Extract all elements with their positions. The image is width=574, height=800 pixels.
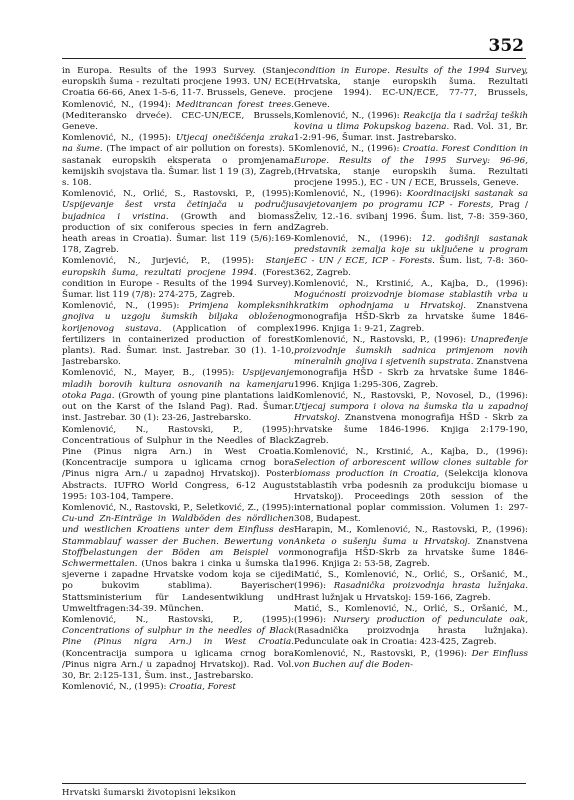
reference-title: Uspijevanje mladih borovih kultura osnovanih na kamenjaru otoka Paga. <box>62 368 294 401</box>
reference-text: Matić, S., Komlenović, N., Orlić, S., Oršanić, M., (1996): <box>294 570 528 592</box>
reference-entry <box>62 503 294 615</box>
reference-entry <box>294 570 528 604</box>
reference-entry <box>62 189 294 256</box>
reference-title: Croatia. Forest Condition in Europe. Results of the 1995 Survey: 96-96, <box>294 144 528 166</box>
reference-text: Šum. list, 7-8: 360-362, Zagreb. <box>294 256 528 278</box>
reference-text: (Growth of young pine plantations laid out on the Karst of the Island Pag). Rad. Šumar. inst. Jastrebar. 30 (1): 23-26, Jastrebarsko. <box>62 390 294 424</box>
reference-title: Uspijevanje šest vrsta četinjača u području bujadnica i vristina. <box>62 200 294 222</box>
reference-title: Der Einfluss von Buchen auf die Boden- <box>294 648 528 670</box>
reference-entry <box>62 425 294 503</box>
reference-text: (Mediteransko drveće). CEC-UN/ECE, Brussels, Geneve. <box>62 110 294 133</box>
reference-entry <box>62 66 294 100</box>
reference-entry <box>294 335 528 391</box>
reference-text: Komlenović, N., Krstinić, A., Kajba, D., (1996): <box>294 446 528 457</box>
reference-text: Komlenović, N., (1996): <box>294 234 422 245</box>
reference-title: Rasadnička proizvodnja hrasta lužnjaka. <box>333 581 528 592</box>
reference-text: Komlenović, N., (1996): <box>294 144 403 155</box>
reference-text: Prag / Želiv, 12.-16. svibanj 1996. Šum. list, 7-8: 359-360, Zagreb. <box>294 200 528 233</box>
reference-entry <box>62 301 294 368</box>
reference-text: (Selekcija klonova stablastih vrba podesnih za produkciju biomase u Hrvatskoj). Proceedings 20th session of the international poplar commission. Volumen 1: 297-308, Budapest. <box>294 469 528 525</box>
reference-text: (Growth and biomass production of six coniferous species in fern and heath areas in Croatia). Šumar. list 119 (5/6):169-178, Zagreb. <box>62 211 294 256</box>
reference-text: Komlenović, N., Rastovski, P., (1996): <box>294 334 471 345</box>
reference-title: Utjecaj sumpora i olova na šumska tla u zapadnoj Hrvatskoj. <box>294 402 528 424</box>
reference-entry <box>62 133 294 189</box>
reference-text: Komlenović, N., Rastovski, P., Seletković, Z., (1995): <box>62 502 294 513</box>
reference-title: Reakcija tla i sadržaj teških kovina u tlima Pokupskog bazena. <box>294 110 528 133</box>
reference-text: Komlenović, N., (1996): <box>294 110 404 121</box>
reference-entry <box>294 111 528 145</box>
page-footer: Hrvatski šumarski životopisni leksikon <box>62 788 237 798</box>
reference-text: Komlenović, N., Rastovski, P., (1996): <box>294 648 472 659</box>
reference-text: Znanstvena monografija HŠD-Skrb za hrvatske šume 1846-1996. Knjiga 1: 9-21, Zagreb. <box>294 301 528 334</box>
left-column <box>62 66 294 771</box>
reference-title: Utjecaj onečišćenja zraka na šume. <box>62 133 294 155</box>
reference-text: (Hrvatska, stanje europskih šuma. Rezultati procjene 1995.), EC - UN / ECE, Brussels, Geneve. <box>294 166 528 189</box>
reference-title: Meditrancan forest trees. <box>175 99 294 110</box>
reference-title: Stanje europskih šuma, rezultati procjene 1994. <box>62 256 294 278</box>
reference-title: Cu-und Zn-Einträge in Waldböden des nördlichen und westlichen Kroatiens unter dem Einfluss des Stammablauf wasser der Buchen. Bewertung von Stoffbelastungen der Böden am Beispiel von Schwermettalen. <box>62 514 294 569</box>
reference-entry <box>62 100 294 134</box>
reference-entry <box>294 525 528 570</box>
reference-text: Znanstvena monografija HŠD-Skrb za hrvatske šume 1846-1996. Knjiga 2: 53-58, Zagreb. <box>294 536 528 569</box>
reference-text: Komlenović, N., (1995): <box>62 682 170 693</box>
reference-text: Komlenović, N., (1995): <box>62 133 176 144</box>
reference-text: in Europa. Results of the 1993 Survey. (Stanje europskih šuma - rezultati procjene 1993. UN/ ECE Croatia 66-66, Anex 1-5-6, 11-7. Brussels, Geneve. <box>62 66 294 99</box>
footer-rule <box>62 783 526 784</box>
reference-title: Anketa o sušenju šuma u Hrvatskoj. <box>294 536 471 547</box>
reference-title: Croatia, Forest <box>169 682 236 693</box>
reference-entry <box>62 368 294 424</box>
reference-entry <box>294 66 528 111</box>
reference-title: Nursery production of pedunculate oak, <box>333 614 528 625</box>
reference-title: Koordinacijski sastanak sa savjetovanjem po programu ICP - Forests, <box>294 189 528 211</box>
reference-text: Znanstvena monografija HŠD - Skrb za hrvatske šume 1846-1996. Knjiga 1:295-306, Zagreb. <box>294 357 528 390</box>
reference-text: Komlenović, N., Rastovski, P., Novosel, D., (1996): <box>294 390 528 401</box>
reference-title: Mogućnosti proizvodnje biomase stablastih vrba u kratkim ophodnjama u Hrvatskoj. <box>294 290 528 312</box>
reference-text: Znanstvena monografija HŠD - Skrb za hrvatske šume 1846-1996. Knjiga 2:179-190, Zagreb. <box>294 413 528 446</box>
reference-text: Komlenović, N., Krstinić, A., Kajba, D., (1996): <box>294 278 528 289</box>
reference-text: Matić, S., Komlenović, N., Orlić, S., Oršanić, M., (1996): <box>294 603 528 625</box>
reference-entry <box>294 447 528 525</box>
reference-text: Komlenović, N., Rastovski, P., (1995): <box>62 614 294 625</box>
reference-text: Hrast lužnjak u Hrvatskoj: 159-166, Zagreb. <box>294 592 491 603</box>
reference-text: (Application of complex fertilizers in containerized production of forest plants). Rad. Šumar. inst. Jastrebar. 30 (1). 1-10, Jastrebarsko. <box>62 323 294 368</box>
reference-entry <box>62 682 294 693</box>
reference-text: Harapin, M., Komlenović, N., Rastovski, P., (1996): <box>294 525 528 536</box>
reference-text: Komlenović, N., (1994): <box>62 99 176 110</box>
reference-text: (Koncentracija sumpora u iglicama crnog bora /Pinus nigra Arn./ u zapadnoj Hrvatskoj). Rad. Vol. 30, Br. 2:125-131, Šum. inst., Jastrebarsko. <box>62 648 294 681</box>
reference-text: (Forest condition in Europe - Results of the 1994 Survey). Šumar. list 119 (7/8): 274-275, Zagreb. <box>62 267 294 301</box>
reference-title: Selection of arborescent willow clones suitable for biomass production in Croatia, <box>294 458 528 480</box>
header-rule <box>62 58 526 59</box>
reference-title: 12. godišnji sastanak predstavnik zemalja koje su uključene u program EC - UN / ECE, ICP - Forests. <box>294 234 528 267</box>
page-number: 352 <box>488 36 524 56</box>
reference-title: Concentrations of sulphur in the needles of Black Pine (Pinus nigra Arn.) in West Croatia. <box>62 626 294 648</box>
reference-entry <box>294 604 528 649</box>
reference-text: Komlenović, N., (1996): <box>294 189 407 200</box>
reference-entry <box>294 189 528 234</box>
reference-text: (Hrvatska, stanje europskih šuma. Rezultati procjene 1994). EC-UN/ECE, 77-77, Brussels, Geneve. <box>294 77 528 110</box>
reference-entry <box>294 391 528 447</box>
reference-title: condition in Europe. Results of the 1994 Survey, <box>294 66 528 76</box>
reference-entry <box>294 234 528 279</box>
reference-title: Unapređenje proizvodnje šumskih sadnica primjenom novih mineralnih gnojiva i sjetvenih supstrata. <box>294 334 528 368</box>
reference-text: Rad. Vol. 31, Br. 1-2:91-96, Šumar. inst. Jastrebarsko. <box>294 122 528 144</box>
reference-entry <box>62 256 294 301</box>
reference-text: (Unos bakra i cinka u šumska tla sjeverne i zapadne Hrvatske vodom koja se cijedi po bukovim stablima). Bayerischer Stattsministerium für Landesentwiklung und Umweltfragen:34-39. München. <box>62 558 294 614</box>
reference-text: Komlenović, N., Jurjević, P., (1995): <box>62 256 266 267</box>
reference-entry <box>294 279 528 335</box>
reference-title: Primjena kompleksnih gnojiva u uzgoju šumskih biljaka obloženog korijenovog sustava. <box>62 301 294 334</box>
reference-text: Komlenović, N., Orlić, S., Rastovski, P., (1995): <box>62 189 294 200</box>
reference-text: (The impact of air pollution on forests). 5 sastanak europskih eksperata o promjenama kemijskih svojstava tla. Šumar. list 1 19 (3), Zagreb, s. 108. <box>62 144 294 189</box>
right-column <box>294 66 528 771</box>
reference-text: Komlenović, N., Mayer, B., (1995): <box>62 368 243 379</box>
reference-entry <box>294 144 528 189</box>
reference-text: Komlenović, N., (1995): <box>62 301 189 312</box>
reference-entry <box>294 649 528 671</box>
reference-text: Komlenović, N., Rastovski, P., (1995): Concentratious of Sulphur in the Needles of Black Pine (Pinus nigra Arn.) in West Croatia. (Koncentracije sumpora u iglicama crnog bora /Pinus nigra Arn./ u zapadnoj Hrvatskoj). Poster Abstracts. IUFRO World Congress, 6-12 August 1995: 103-104, Tampere. <box>62 424 294 502</box>
reference-text: (Rasadnička proizvodnja hrasta lužnjaka). Pedunculate oak in Croatia: 423-425, Zagreb. <box>294 626 528 648</box>
reference-entry <box>62 615 294 682</box>
